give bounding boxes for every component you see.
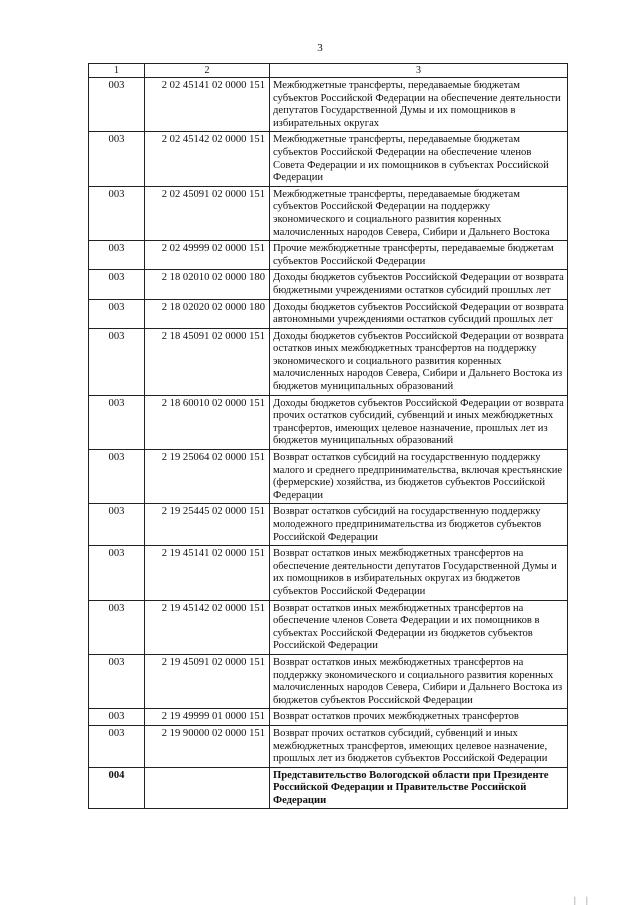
scan-mark: | | bbox=[574, 895, 592, 905]
revenue-code-cell: 2 02 45091 02 0000 151 bbox=[145, 186, 270, 240]
table-row bbox=[89, 132, 568, 186]
revenue-code-cell: 2 19 90000 02 0000 151 bbox=[145, 725, 270, 767]
description-cell: Возврат прочих остатков субсидий, субвенций и иных межбюджетных трансфертов, имеющих целевое назначение, прошлых лет из бюджетов субъектов Российской Федерации bbox=[270, 725, 568, 767]
table-row bbox=[89, 186, 568, 240]
description-cell: Возврат остатков иных межбюджетных трансфертов на обеспечение членов Совета Федерации и их помощников в субъектах Российской Федерации из бюджетов субъектов Российской Федерации bbox=[270, 600, 568, 654]
admin-code-cell: 003 bbox=[89, 395, 145, 449]
table-row bbox=[89, 709, 568, 726]
description-cell: Возврат остатков иных межбюджетных трансфертов на обеспечение деятельности депутатов Государственной Думы и их помощников в избирательных округах из бюджетов субъектов Российской Федерации bbox=[270, 546, 568, 600]
table-row bbox=[89, 504, 568, 546]
revenue-codes-table bbox=[88, 63, 568, 809]
admin-code-cell: 003 bbox=[89, 600, 145, 654]
revenue-code-cell: 2 19 45091 02 0000 151 bbox=[145, 654, 270, 708]
description-cell: Межбюджетные трансферты, передаваемые бюджетам субъектов Российской Федерации на поддержку экономического и социального развития коренных малочисленных народов Севера, Сибири и Дальнего Востока bbox=[270, 186, 568, 240]
revenue-code-cell: 2 19 45142 02 0000 151 bbox=[145, 600, 270, 654]
admin-code-cell: 003 bbox=[89, 654, 145, 708]
description-cell: Возврат остатков иных межбюджетных трансфертов на поддержку экономического и социального развития коренных малочисленных народов Севера, Сибири и Дальнего Востока из бюджетов субъектов Российской Федерации bbox=[270, 654, 568, 708]
admin-code-cell: 003 bbox=[89, 186, 145, 240]
page-number: 3 bbox=[317, 42, 323, 54]
revenue-code-cell: 2 19 25064 02 0000 151 bbox=[145, 450, 270, 504]
description-cell: Доходы бюджетов субъектов Российской Федерации от возврата бюджетными учреждениями остатков субсидий прошлых лет bbox=[270, 270, 568, 299]
description-cell: Доходы бюджетов субъектов Российской Федерации от возврата автономными учреждениями остатков субсидий прошлых лет bbox=[270, 299, 568, 328]
admin-code-cell: 003 bbox=[89, 546, 145, 600]
admin-code-cell: 003 bbox=[89, 709, 145, 726]
description-cell: Доходы бюджетов субъектов Российской Федерации от возврата прочих остатков субсидий, субвенций и иных межбюджетных трансфертов, имеющих целевое назначение, прошлых лет из бюджетов муниципальных образований bbox=[270, 395, 568, 449]
description-cell: Межбюджетные трансферты, передаваемые бюджетам субъектов Российской Федерации на обеспечение членов Совета Федерации и их помощников в субъектах Российской Федерации bbox=[270, 132, 568, 186]
table-row bbox=[89, 767, 568, 809]
description-cell: Возврат остатков прочих межбюджетных трансфертов bbox=[270, 709, 568, 726]
admin-code-cell: 003 bbox=[89, 270, 145, 299]
admin-code-cell: 003 bbox=[89, 450, 145, 504]
revenue-code-cell: 2 02 45141 02 0000 151 bbox=[145, 78, 270, 132]
description-cell: Представительство Вологодской области при Президенте Российской Федерации и Правительстве Российской Федерации bbox=[270, 767, 568, 809]
revenue-code-cell: 2 18 45091 02 0000 151 bbox=[145, 328, 270, 395]
table-row bbox=[89, 270, 568, 299]
table-row bbox=[89, 241, 568, 270]
admin-code-cell: 003 bbox=[89, 504, 145, 546]
table-header-row bbox=[89, 64, 568, 78]
admin-code-cell: 003 bbox=[89, 132, 145, 186]
table-row bbox=[89, 78, 568, 132]
header-col-3: 3 bbox=[270, 64, 568, 78]
table-row bbox=[89, 299, 568, 328]
revenue-code-cell: 2 18 60010 02 0000 151 bbox=[145, 395, 270, 449]
revenue-code-cell: 2 02 45142 02 0000 151 bbox=[145, 132, 270, 186]
table-row bbox=[89, 546, 568, 600]
description-cell: Возврат остатков субсидий на государственную поддержку малого и среднего предпринимательства, включая крестьянские (фермерские) хозяйства, из бюджетов субъектов Российской Федерации bbox=[270, 450, 568, 504]
header-col-2: 2 bbox=[145, 64, 270, 78]
revenue-code-cell: 2 02 49999 02 0000 151 bbox=[145, 241, 270, 270]
table-row bbox=[89, 654, 568, 708]
admin-code-cell: 003 bbox=[89, 78, 145, 132]
revenue-code-cell: 2 19 25445 02 0000 151 bbox=[145, 504, 270, 546]
description-cell: Прочие межбюджетные трансферты, передаваемые бюджетам субъектов Российской Федерации bbox=[270, 241, 568, 270]
description-cell: Межбюджетные трансферты, передаваемые бюджетам субъектов Российской Федерации на обеспечение деятельности депутатов Государственной Думы и их помощников в избирательных округах bbox=[270, 78, 568, 132]
table-row bbox=[89, 450, 568, 504]
admin-code-cell: 003 bbox=[89, 725, 145, 767]
admin-code-cell: 003 bbox=[89, 241, 145, 270]
revenue-code-cell bbox=[145, 767, 270, 809]
admin-code-cell: 004 bbox=[89, 767, 145, 809]
table-row bbox=[89, 725, 568, 767]
table-row bbox=[89, 395, 568, 449]
revenue-code-cell: 2 18 02020 02 0000 180 bbox=[145, 299, 270, 328]
table-row bbox=[89, 600, 568, 654]
table-row bbox=[89, 328, 568, 395]
admin-code-cell: 003 bbox=[89, 299, 145, 328]
header-col-1: 1 bbox=[89, 64, 145, 78]
description-cell: Доходы бюджетов субъектов Российской Федерации от возврата остатков иных межбюджетных трансфертов на поддержку экономического и социального развития коренных малочисленных народов Севера, Сибири и Дальнего Востока из бюджетов муниципальных образований bbox=[270, 328, 568, 395]
revenue-code-cell: 2 18 02010 02 0000 180 bbox=[145, 270, 270, 299]
description-cell: Возврат остатков субсидий на государственную поддержку молодежного предпринимательства из бюджетов субъектов Российской Федерации bbox=[270, 504, 568, 546]
revenue-code-cell: 2 19 45141 02 0000 151 bbox=[145, 546, 270, 600]
admin-code-cell: 003 bbox=[89, 328, 145, 395]
revenue-code-cell: 2 19 49999 01 0000 151 bbox=[145, 709, 270, 726]
